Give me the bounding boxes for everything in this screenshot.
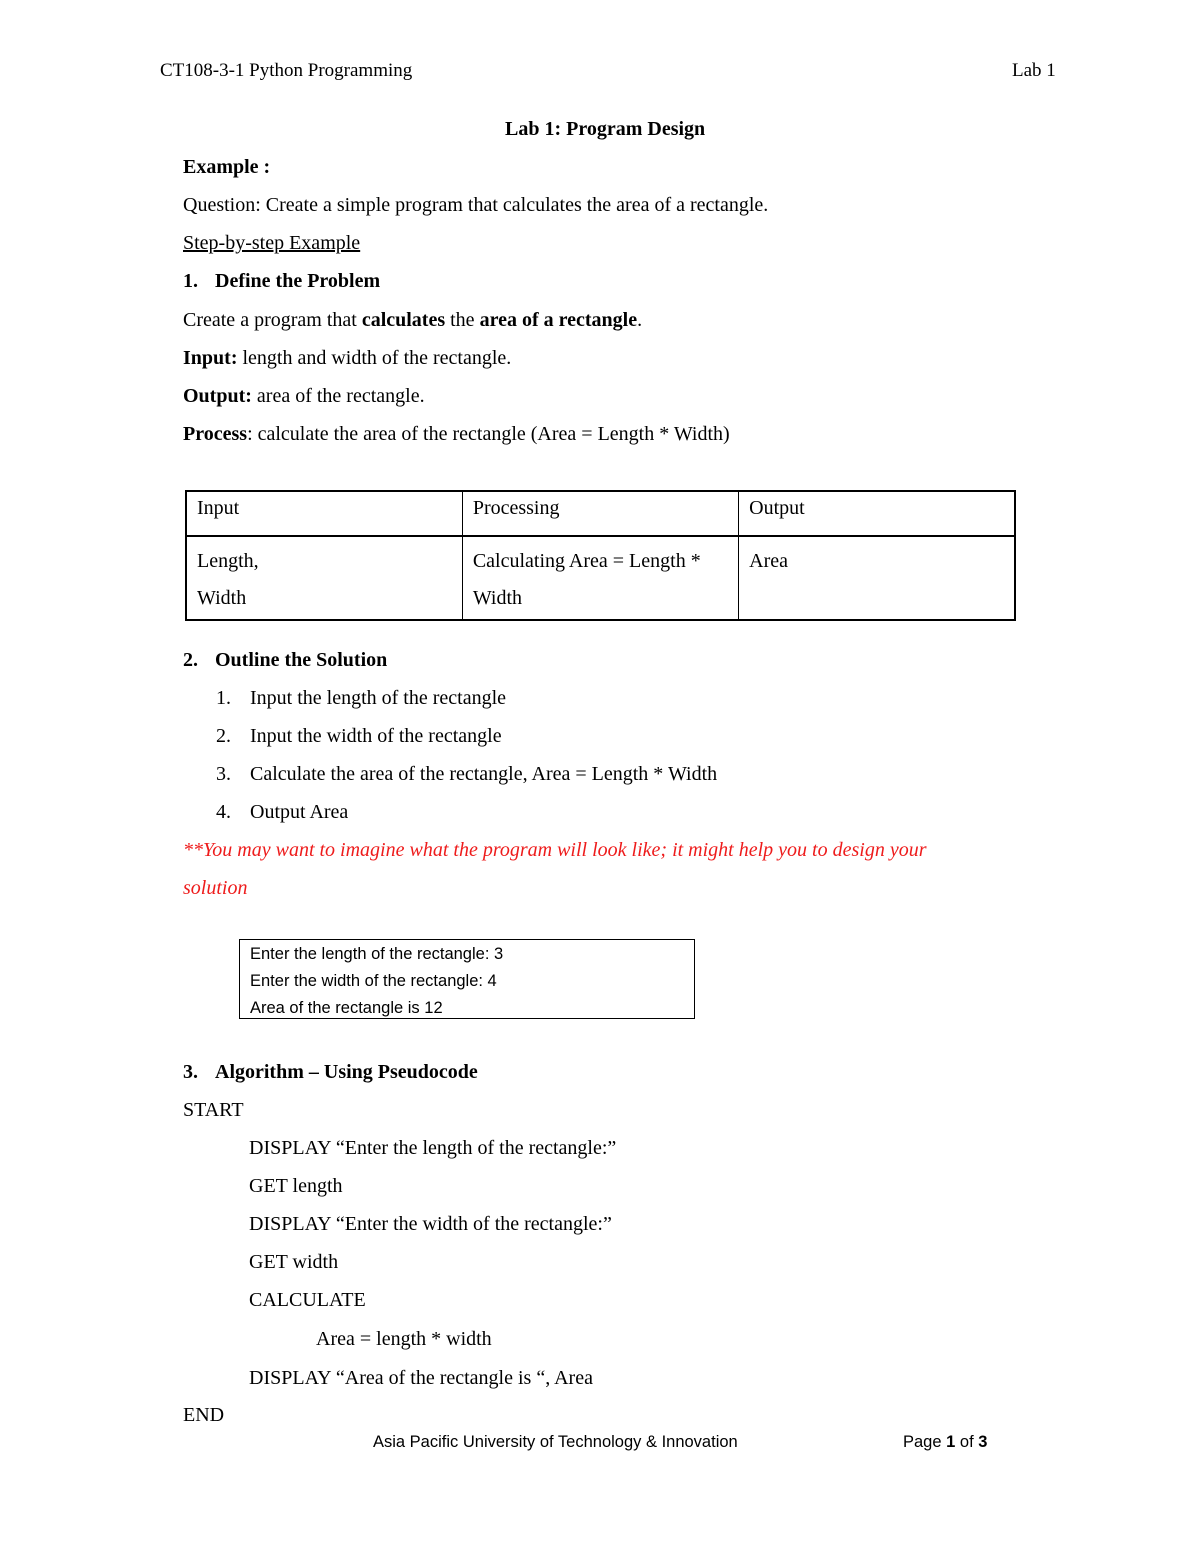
ipo-header-processing: Processing bbox=[462, 491, 738, 536]
process-text: : calculate the area of the rectangle (Area = Length * Width) bbox=[247, 423, 730, 445]
create-bold-area: area of a rectangle bbox=[479, 309, 638, 331]
outline-step-text: Input the width of the rectangle bbox=[250, 725, 502, 747]
ipo-header-output: Output bbox=[739, 491, 1015, 536]
pseudocode-line: END bbox=[183, 1404, 225, 1426]
pseudocode-line: DISPLAY “Enter the width of the rectangle:” bbox=[249, 1213, 612, 1235]
process-label: Process bbox=[183, 423, 248, 445]
ipo-input-line: Length, bbox=[197, 550, 259, 572]
ipo-processing-line: Calculating Area = Length * bbox=[472, 550, 701, 572]
ipo-processing-line: Width bbox=[472, 587, 523, 609]
ipo-header-row bbox=[186, 491, 1015, 536]
create-bold-calculates: calculates bbox=[361, 309, 446, 331]
outline-step-number: 1. bbox=[216, 687, 231, 709]
footer-page-total: 3 bbox=[978, 1433, 988, 1451]
console-line: Enter the length of the rectangle: 3 bbox=[250, 945, 504, 963]
pseudocode-line: Area = length * width bbox=[316, 1328, 492, 1350]
header-lab-label: Lab 1 bbox=[1012, 60, 1056, 81]
outline-step-number: 4. bbox=[216, 801, 231, 823]
section1-title: Define the Problem bbox=[215, 270, 381, 292]
ipo-cell-input bbox=[186, 536, 462, 620]
outline-step bbox=[216, 725, 502, 747]
pseudocode-line: DISPLAY “Area of the rectangle is “, Area bbox=[249, 1367, 593, 1389]
design-note-line1: **You may want to imagine what the program will look like; it might help you to design your bbox=[183, 839, 927, 861]
outline-step-text: Calculate the area of the rectangle, Area = Length * Width bbox=[250, 763, 718, 785]
ipo-data-row bbox=[186, 536, 1015, 620]
output-label: Output: bbox=[183, 385, 252, 407]
console-output-box bbox=[239, 939, 695, 1019]
create-suffix: . bbox=[637, 309, 643, 331]
footer-page-word: Page bbox=[903, 1433, 947, 1451]
pseudocode-line: DISPLAY “Enter the length of the rectangle:” bbox=[249, 1137, 617, 1159]
ipo-output-line: Area bbox=[749, 550, 789, 572]
outline-step-number: 2. bbox=[216, 725, 231, 747]
outline-step-text: Input the length of the rectangle bbox=[250, 687, 507, 709]
section2-heading bbox=[183, 650, 387, 670]
example-heading: Example : bbox=[183, 156, 271, 178]
ipo-input-line: Width bbox=[197, 587, 247, 609]
ipo-table bbox=[185, 490, 1016, 621]
footer-institution: Asia Pacific University of Technology & Innovation bbox=[373, 1433, 738, 1451]
page-title: Lab 1: Program Design bbox=[505, 118, 706, 140]
create-prefix: Create a program that bbox=[183, 309, 362, 331]
header-course: CT108-3-1 Python Programming bbox=[160, 60, 413, 81]
section1-heading bbox=[183, 271, 380, 291]
footer-page-number bbox=[903, 1434, 987, 1451]
question-text: Question: Create a simple program that calculates the area of a rectangle. bbox=[183, 194, 769, 216]
outline-step bbox=[216, 763, 718, 785]
ipo-cell-processing bbox=[462, 536, 738, 620]
section3-number: 3. bbox=[183, 1061, 198, 1083]
section3-title: Algorithm – Using Pseudocode bbox=[215, 1061, 478, 1083]
section1-number: 1. bbox=[183, 270, 198, 292]
input-text: length and width of the rectangle. bbox=[237, 347, 512, 369]
pseudocode-line: START bbox=[183, 1099, 244, 1121]
footer-of-word: of bbox=[955, 1433, 979, 1451]
design-note-line2: solution bbox=[183, 877, 248, 899]
input-statement bbox=[183, 348, 511, 368]
section2-title: Outline the Solution bbox=[215, 649, 388, 671]
ipo-cell-output bbox=[739, 536, 1015, 620]
output-text: area of the rectangle. bbox=[251, 385, 425, 407]
process-statement bbox=[183, 424, 730, 444]
create-statement bbox=[183, 310, 642, 330]
outline-step-text: Output Area bbox=[250, 801, 349, 823]
pseudocode-line: GET length bbox=[249, 1175, 343, 1197]
input-label: Input: bbox=[183, 347, 238, 369]
outline-step-number: 3. bbox=[216, 763, 231, 785]
output-statement bbox=[183, 386, 425, 406]
footer-page-current: 1 bbox=[946, 1433, 956, 1451]
section3-heading bbox=[183, 1062, 478, 1082]
pseudocode-line: CALCULATE bbox=[249, 1289, 366, 1311]
outline-step bbox=[216, 687, 507, 709]
console-line: Area of the rectangle is 12 bbox=[250, 999, 443, 1017]
console-line: Enter the width of the rectangle: 4 bbox=[250, 972, 497, 990]
pseudocode-line: GET width bbox=[249, 1251, 339, 1273]
create-mid: the bbox=[445, 309, 480, 331]
section2-number: 2. bbox=[183, 649, 198, 671]
ipo-header-input: Input bbox=[186, 491, 462, 536]
step-by-step-heading: Step-by-step Example bbox=[183, 232, 361, 254]
outline-step bbox=[216, 801, 349, 823]
